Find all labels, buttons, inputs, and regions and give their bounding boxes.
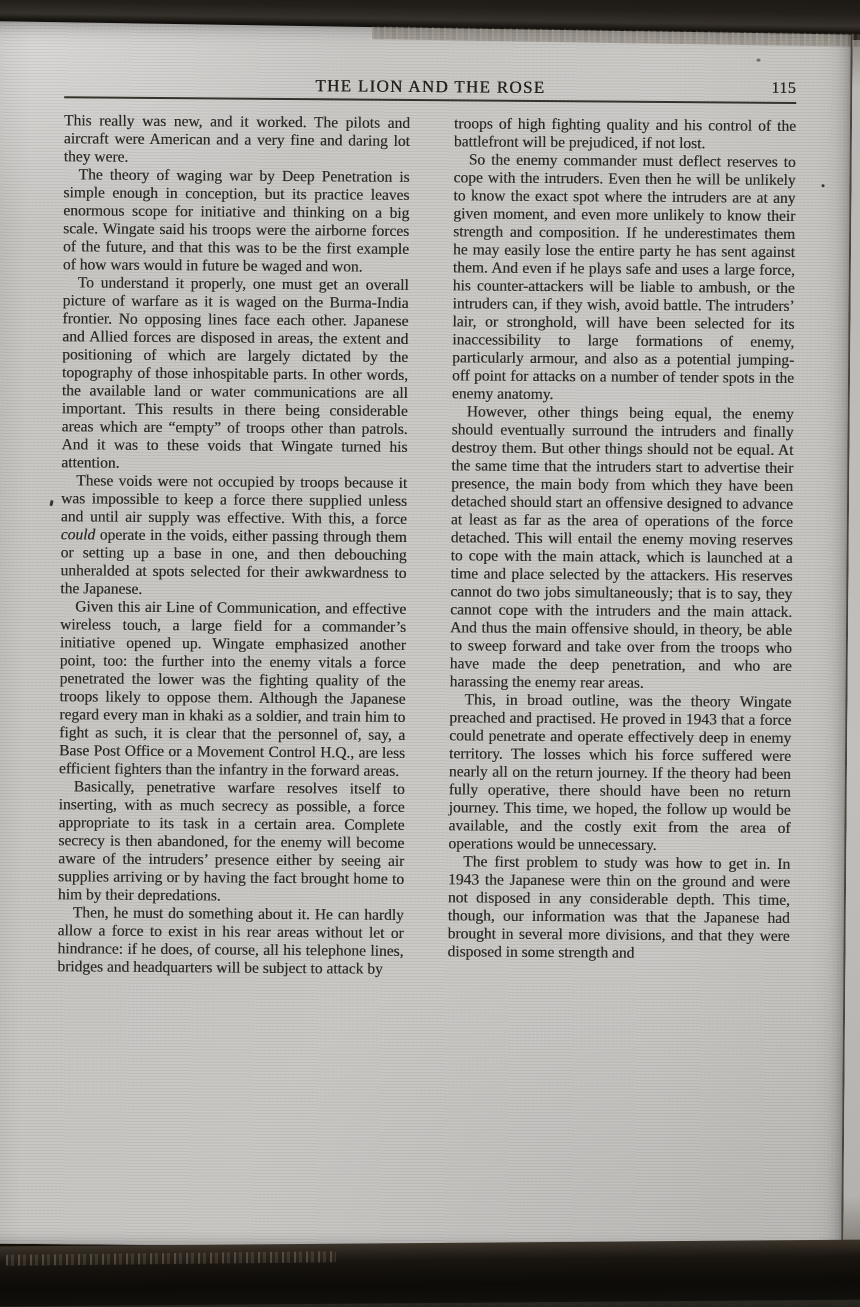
paragraph: troops of high fighting quality and his control of the battlefront will be prejudiced, if not lost. xyxy=(453,115,797,153)
paragraph: Then, he must do something about it. He can hardly allow a force to exist in his rear areas without let or hindrance: if he does, of course, all his telephone lines, bridges and headquarters will be subject to attack by xyxy=(57,904,404,978)
paragraph: Basically, penetrative warfare resolves itself to inserting, with as much secrecy as possible, a force appropriate to its task in a certain area. Complete secrecy is then abandoned, for the enemy will become aware of the intruders’ presence either by seeing air supplies arriving or by having the fact brought home to him by their depredations. xyxy=(57,778,405,905)
page-content xyxy=(57,18,797,982)
paragraph: The theory of waging war by Deep Penetration is simple enough in conception, but its practice leaves enormous scope for initiative and thinking on a big scale. Wingate said his troops were the airborne forces of the future, and that this was to be the first example of how wars would in future be waged and won. xyxy=(62,166,410,276)
paragraph: To understand it properly, one must get an overall picture of warfare as it is waged on the Burma-India frontier. No opposing lines face each other. Japanese and Allied forces are disposed in areas, the extent and positioning of which are largely dictated by the topography of those inhospitable parts. In other words, the available land or water communications are all important. This results in there being considerable areas which are “empty” of troops other than patrols. And it was to these voids that Wingate turned his attention. xyxy=(61,274,409,472)
paragraph: However, other things being equal, the enemy should eventually surround the intruders and finally destroy them. But other things should not be equal. At the same time that the intruders start to advertise their presence, the main body from which they have been detached should start an offensive designed to advance at least as far as the area of operations of the force detached. This will entail the enemy moving reserves to cope with the main attack, which is launched at a time and place selected by the attackers. His reserves cannot do two jobs simultaneously; that is to say, they cannot cope with the intruders and the main attack. And thus the main offensive should, in theory, be able to sweep forward and take over from the troops who have made the deep penetration, and who are harassing the enemy rear areas. xyxy=(449,403,794,692)
page-title: THE LION AND THE ROSE xyxy=(315,76,546,98)
left-column xyxy=(57,112,410,979)
paragraph: So the enemy commander must deflect reserves to cope with the intruders. Even then he will be unlikely to know the exact spot where the intruders are at any given moment, and even more unlikely to know their strength and composition. If he underestimates them he may easily lose the entire party he has sent against them. And even if he plays safe and uses a large force, his counter-attackers will be liable to ambush, or the intruders can, if they wish, avoid battle. The intruders’ lair, or stronghold, will have been selected for its inaccessibility to large formations of enemy, particularly armour, and also as a potential jumping-off point for attacks on a number of tender spots in the enemy anatomy. xyxy=(451,151,796,404)
paragraph: The first problem to study was how to get in. In 1943 the Japanese were thin on the ground and were not disposed in any considerable depth. This time, though, our information was that the Japanese had brought in several more divisions, and that they were disposed in some strength and xyxy=(447,853,791,962)
page-number: 115 xyxy=(771,79,797,97)
book-page xyxy=(0,18,853,1251)
scan-artifact xyxy=(49,500,53,507)
paragraph: Given this air Line of Communication, and effective wireless touch, a large field for a commander’s initiative opened up. Wingate emphasized another point, too: the further into the enemy vitals a force penetrated the lower was the fighting quality of the troops likely to oppose them. Although the Japanese regard every man in khaki as a soldier, and train him to fight as such, it is clear that the personnel of, say, a Base Post Office or a Movement Control H.Q., are less efficient fighters than the infantry in the forward areas. xyxy=(58,598,407,780)
paragraph: This, in broad outline, was the theory Wingate preached and practised. He proved in 1943 that a force could penetrate and operate effectively deep in enemy territory. The losses which his force suffered were nearly all on the return journey. If the theory had been fully operative, there should have been no return journey. This time, we hoped, the follow up would be available, and the costly exit from the area of operations would be unnecessary. xyxy=(448,691,792,854)
paragraph: This really was new, and it worked. The pilots and aircraft were American and a very fine and daring lot they were. xyxy=(63,112,411,166)
text-columns xyxy=(57,112,796,982)
right-column xyxy=(447,115,796,982)
book-cover-bottom-edge xyxy=(0,1240,860,1307)
paragraph: These voids were not occupied by troops because it was impossible to keep a force there supplied unless and until air supply was effective. With this, a force could operate in the voids, either passing through them or setting up a base in one, and then debouching unheralded at spots selected for their awkwardness to the Japanese. xyxy=(60,472,408,598)
scan-artifact xyxy=(757,59,761,62)
scan-artifact xyxy=(822,184,825,187)
